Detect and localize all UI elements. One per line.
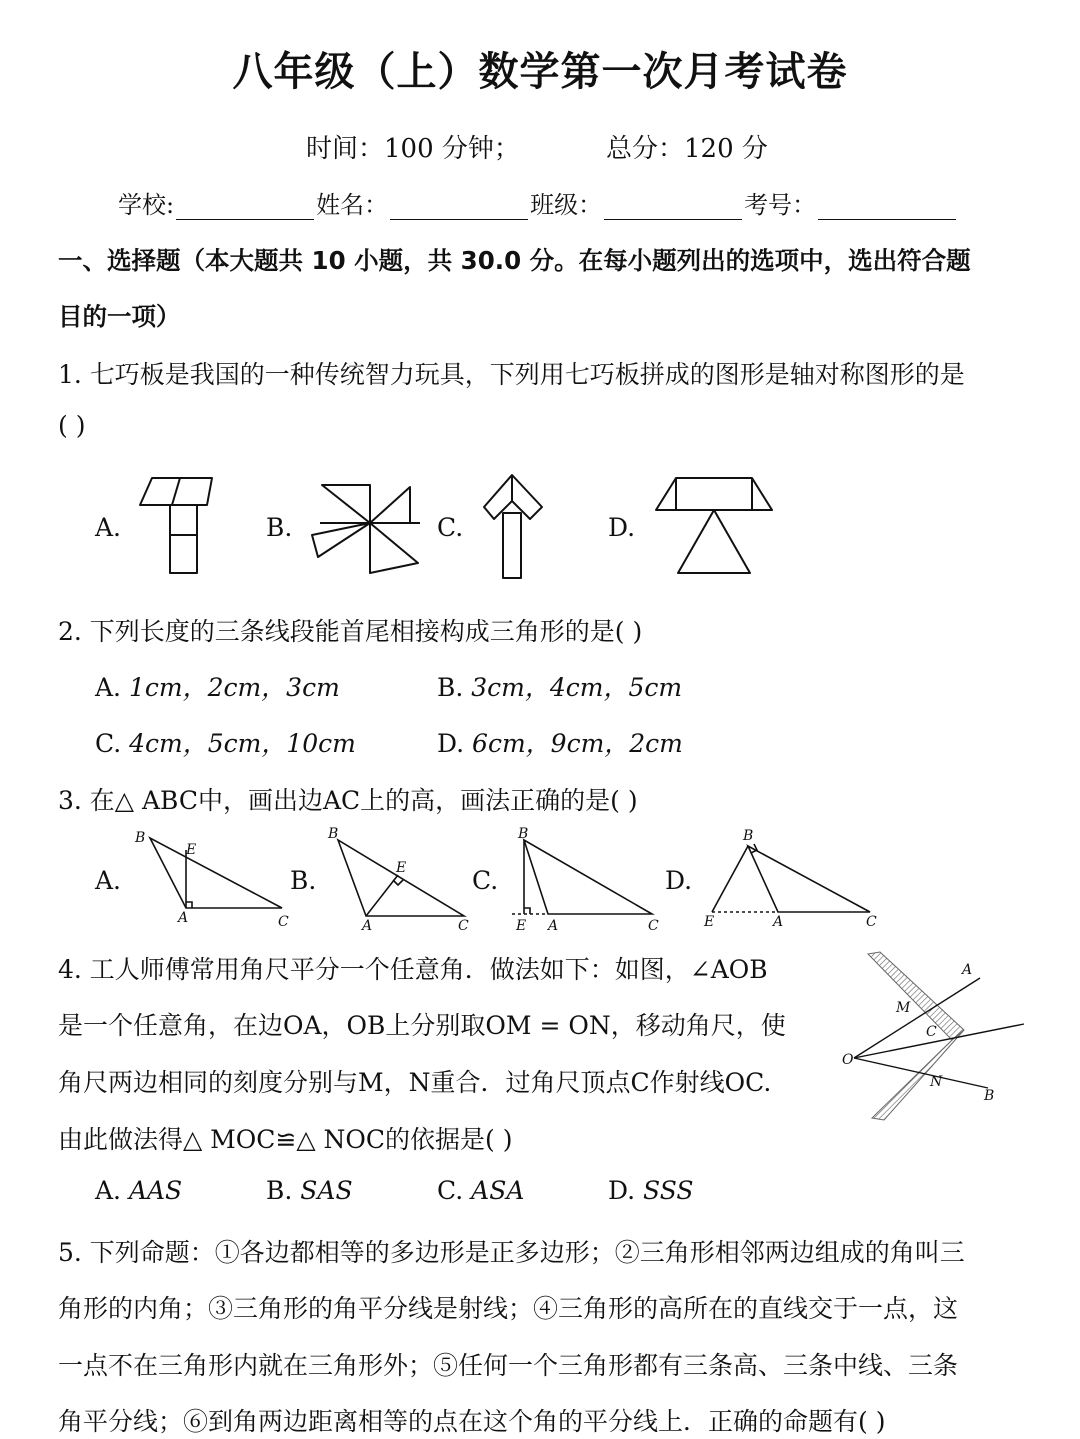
q1-option-d-label: D. (608, 513, 636, 542)
q2-option-c-text: 4cm，5cm，10cm (129, 729, 356, 758)
q4-label-b: B (984, 1088, 995, 1104)
q4-label-c: C (926, 1024, 937, 1040)
section-title-line2: 目的一项） (58, 302, 181, 331)
q1-option-b-label: B. (266, 513, 293, 542)
q4-option-a-label: A. (95, 1176, 129, 1205)
q5-line1: 5. 下列命题：①各边都相等的多边形是正多边形；②三角形相邻两边组成的角叫三 (58, 1238, 965, 1267)
q3-option-b-label: B. (290, 866, 317, 895)
q1-stem-line1: 1. 七巧板是我国的一种传统智力玩具，下列用七巧板拼成的图形是轴对称图形的是 (58, 360, 965, 389)
section-title-line1: 一、选择题（本大题共 10 小题，共 30.0 分。在每小题列出的选项中，选出符合题 (58, 246, 971, 275)
q2-option-c (95, 724, 356, 760)
q4-angle-ruler-figure (840, 948, 1030, 1126)
q3b-label-b: B (328, 826, 339, 842)
q3d-label-a: A (773, 914, 784, 930)
id-label: 考号： (744, 191, 817, 219)
q3-option-d-label: D. (665, 866, 693, 895)
q3a-label-a: A (178, 910, 189, 926)
q3-triangle-figures (0, 820, 900, 935)
q2-stem: 2. 下列长度的三条线段能首尾相接构成三角形的是( ) (58, 617, 643, 646)
ruler-arm-lower (872, 1030, 964, 1120)
tangram-c-figure (484, 475, 542, 578)
name-blank[interactable] (390, 193, 528, 220)
id-blank[interactable] (818, 193, 956, 220)
tangram-d-figure (656, 478, 772, 573)
q3-figure-d (712, 844, 870, 912)
school-blank[interactable] (176, 193, 314, 220)
q3b-label-c: C (458, 918, 469, 934)
q2-option-a-label: A. (95, 673, 129, 702)
q3b-label-a: A (362, 918, 373, 934)
q3d-label-e: E (704, 914, 715, 930)
q4-option-b (266, 1176, 353, 1205)
q2-option-b-label: B. (437, 673, 472, 702)
q3-figure-b (338, 840, 464, 916)
q4-option-b-text: SAS (300, 1176, 353, 1205)
ruler-arm-upper (868, 952, 964, 1040)
q4-option-d (608, 1176, 694, 1205)
q4-option-c-label: C. (437, 1176, 472, 1205)
q3c-label-e: E (516, 918, 527, 934)
q3a-label-b: B (135, 830, 146, 846)
q1-option-a-label: A. (95, 513, 122, 542)
q4-option-c-text: ASA (471, 1176, 525, 1205)
q1-stem-line2: ( ) (58, 411, 86, 440)
q4-label-m: M (896, 1000, 911, 1016)
q4-label-o: O (842, 1052, 854, 1068)
q2-option-c-label: C. (95, 729, 130, 758)
school-label: 学校: (118, 191, 175, 219)
q3c-label-a: A (548, 918, 559, 934)
q3-figure-a (150, 838, 282, 908)
q1-tangram-figures (0, 465, 800, 590)
q4-option-b-label: B. (266, 1176, 301, 1205)
q4-option-d-text: SSS (643, 1176, 694, 1205)
q3d-label-b: B (743, 828, 754, 844)
q4-stem-line3: 角尺两边相同的刻度分别与M，N重合．过角尺顶点C作射线OC. (58, 1068, 772, 1097)
q3c-label-c: C (648, 918, 659, 934)
class-label: 班级： (530, 191, 603, 219)
q5-line2: 角形的内角；③三角形的角平分线是射线；④三角形的高所在的直线交于一点，这 (58, 1294, 959, 1323)
student-info-row (118, 185, 958, 220)
q4-option-a-text: AAS (128, 1176, 183, 1205)
q2-option-d-text: 6cm，9cm，2cm (472, 729, 683, 758)
exam-time: 时间：100 分钟； (306, 134, 520, 164)
q4-option-a (95, 1176, 182, 1205)
q4-option-c (437, 1176, 524, 1205)
q4-stem-line2: 是一个任意角，在边OA，OB上分别取OM = ON，移动角尺，使 (58, 1011, 786, 1040)
q4-stem-line4: 由此做法得△ MOC≌△ NOC的依据是( ) (58, 1125, 513, 1154)
q3b-label-e: E (396, 860, 407, 876)
q5-line3: 一点不在三角形内就在三角形外；⑤任何一个三角形都有三条高、三条中线、三条 (58, 1351, 959, 1380)
q4-stem-line1: 4. 工人师傅常用角尺平分一个任意角．做法如下：如图，∠AOB (58, 955, 768, 984)
q3a-label-e: E (186, 842, 197, 858)
q3a-label-c: C (278, 914, 289, 930)
q1-option-c-label: C. (437, 513, 464, 542)
q3-option-c-label: C. (472, 866, 499, 895)
q3-option-a-label: A. (95, 866, 122, 895)
class-blank[interactable] (604, 193, 742, 220)
q2-option-a (95, 668, 340, 704)
q4-option-d-label: D. (608, 1176, 644, 1205)
q3c-label-b: B (518, 826, 529, 842)
q3d-label-c: C (866, 914, 877, 930)
q2-option-d-label: D. (437, 729, 473, 758)
q2-option-b (437, 668, 682, 704)
ray-ob (854, 1058, 988, 1088)
q3-stem: 3. 在△ ABC中，画出边AC上的高，画法正确的是( ) (58, 786, 638, 815)
tangram-b-figure (312, 485, 420, 573)
q2-option-d (437, 724, 683, 760)
q2-option-b-text: 3cm，4cm，5cm (471, 673, 683, 702)
q3-figure-c (512, 840, 652, 914)
exam-total-score: 总分：120 分 (606, 134, 768, 164)
q4-label-a: A (962, 962, 973, 978)
q2-option-a-text: 1cm，2cm，3cm (128, 673, 340, 702)
q4-label-n: N (930, 1074, 943, 1090)
q5-line4: 角平分线；⑥到角两边距离相等的点在这个角的平分线上．正确的命题有( ) (58, 1407, 886, 1436)
page-title: 八年级（上）数学第一次月考试卷 (232, 49, 848, 95)
name-label: 姓名： (316, 191, 389, 219)
tangram-a-figure (140, 478, 212, 573)
